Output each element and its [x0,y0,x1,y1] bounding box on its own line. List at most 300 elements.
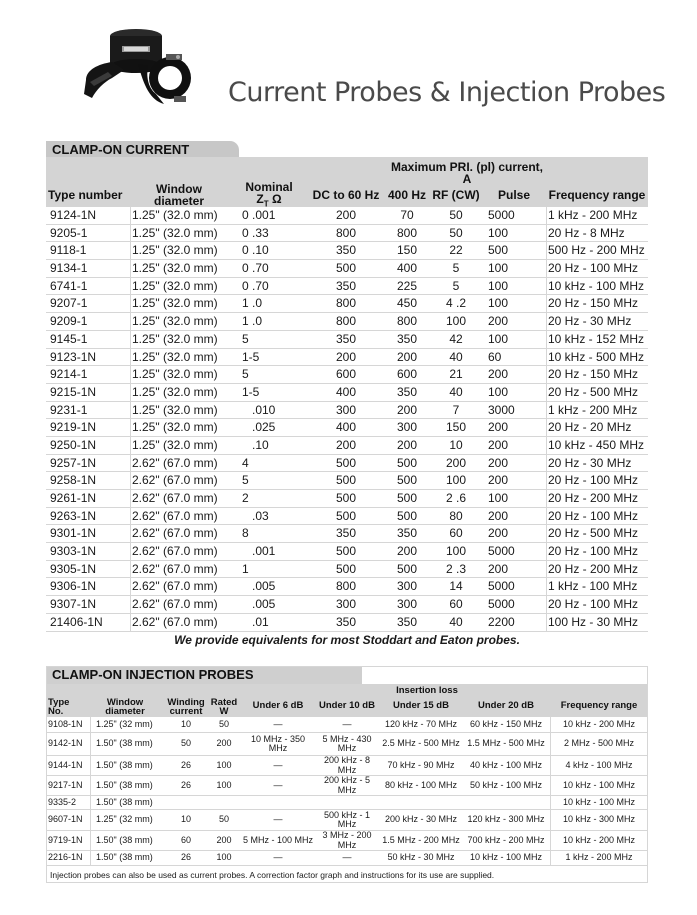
table-row [46,295,648,313]
cell-dc: 350 [335,526,357,541]
table-row [46,207,648,225]
cell-dc: 800 [335,225,357,240]
col-nominal-label: Nominal [245,180,293,194]
cell-freq: 10 kHz - 100 MHz [548,278,645,293]
cell-window: 1.50" (38 mm) [96,759,153,770]
cell-window: 2.62" (67.0 mm) [132,544,218,559]
cell-freq: 100 Hz - 30 MHz [548,614,639,629]
table-row [46,225,648,243]
col-nominal-unit-omega: Ω [271,192,282,206]
cell-freq: 10 kHz - 152 MHz [548,331,645,346]
cell-dc: 200 [335,208,357,222]
insertion-loss-group-header: Insertion loss [396,685,458,696]
column-divider [130,402,131,419]
cell-nominal: 0 .33 [242,225,269,240]
col-under-20db: Under 20 dB [478,700,534,711]
cell-window: 1.25" (32.0 mm) [132,349,218,364]
col-nominal [232,181,306,210]
cell-hz400: 200 [396,544,418,559]
cell-type: 9217-1N [48,779,83,790]
cell-rated: 200 [216,738,232,749]
cell-rf: 2 .6 [445,491,466,505]
cell-rated: 50 [218,718,229,729]
cell-nominal: .03 [252,508,269,523]
cell-pulse: 200 [488,437,509,452]
col-under-15db: Under 15 dB [393,700,449,711]
cell-dc: 500 [335,561,357,576]
table-row [46,756,648,776]
table-row [46,578,648,596]
cell-rf: 100 [445,544,467,559]
cell-freq: 10 kHz - 500 MHz [548,349,645,364]
column-divider [90,796,91,809]
cell-dc: 350 [335,243,357,258]
cell-nominal: 0 .10 [242,243,269,258]
cell-window: 1.25" (32.0 mm) [132,261,218,276]
col-rated-w: Rated W [210,697,238,717]
cell-u6: — [273,759,283,770]
cell-nominal: .010 [252,402,276,417]
cell-winding: 26 [180,759,191,770]
column-divider [546,349,547,366]
cell-dc: 800 [335,314,357,329]
column-divider [546,508,547,525]
cell-dc: 200 [335,437,357,452]
cell-u20: 60 kHz - 150 MHz [469,718,543,729]
cell-type: 2216-1N [48,852,83,863]
cell-dc: 350 [335,331,357,346]
column-divider [130,614,131,631]
cell-type: 9301-1N [50,526,97,541]
cell-u6: 5 MHz - 100 MHz [242,834,313,845]
cell-u15: 50 kHz - 30 MHz [387,852,455,863]
column-divider [546,278,547,295]
col-400hz: 400 Hz [387,188,427,202]
cell-u6 [242,796,314,809]
cell-u10 [314,796,380,809]
cell-dc: 500 [335,455,357,470]
cell-freq: 10 kHz - 100 MHz [562,779,636,790]
cell-nominal: .001 [252,544,276,559]
table-row [46,733,648,756]
column-divider [546,578,547,595]
cell-pulse: 200 [488,561,509,576]
cell-freq: 20 Hz - 150 MHz [548,296,639,311]
column-divider [130,596,131,613]
cell-type: 9124-1N [50,208,97,222]
injection-probes-table-header [46,684,648,717]
cell-type: 9335-2 [48,796,77,807]
cell-u10: 5 MHz - 430 MHz [322,733,372,753]
column-divider [546,366,547,383]
current-probes-table-header [46,157,648,207]
column-divider [546,455,547,472]
table-row [46,349,648,367]
col-rf-cw: RF (CW) [432,188,480,202]
cell-pulse: 200 [488,367,509,382]
cell-dc: 300 [335,597,357,612]
cell-nominal: 5 [242,473,249,488]
cell-hz400: 400 [396,261,418,276]
table-row [46,455,648,473]
cell-type: 9231-1 [50,402,88,417]
cell-hz400: 500 [396,455,418,470]
cell-type: 9118-1 [50,243,87,258]
cell-window: 1.25" (32 mm) [96,814,153,825]
cell-rf: 10 [449,437,463,452]
column-divider [130,278,131,295]
cell-window: 2.62" (67.0 mm) [132,455,218,470]
column-divider [130,366,131,383]
column-divider [546,561,547,578]
cell-hz400: 500 [396,491,418,505]
cell-rated: 100 [216,779,232,790]
cell-hz400: 800 [396,314,418,329]
column-divider [90,776,91,795]
cell-window: 1.25" (32.0 mm) [132,225,218,240]
table-row [46,614,648,632]
cell-type: 9144-1N [48,759,83,770]
column-divider [130,242,131,259]
cell-rf: 80 [449,508,463,523]
column-divider [130,490,131,507]
col-type-no: Type No. [48,697,70,717]
cell-window: 2.62" (67.0 mm) [132,526,218,541]
table-row [46,472,648,490]
cell-nominal: 5 [242,367,249,382]
cell-freq: 2 MHz - 500 MHz [563,738,634,749]
column-divider [130,313,131,330]
column-divider [130,525,131,542]
cell-nominal: 5 [242,331,249,346]
cell-hz400: 350 [396,384,418,399]
column-divider [130,543,131,560]
cell-window: 2.62" (67.0 mm) [132,614,218,629]
cell-u10: 3 MHz - 200 MHz [322,830,372,850]
cell-pulse: 200 [488,455,509,470]
cell-rf: 50 [449,208,463,222]
table-row [46,242,648,260]
cell-type: 9303-1N [50,544,97,559]
cell-type: 9134-1 [50,261,88,276]
table-row [46,831,648,851]
cell-rated: 200 [216,834,232,845]
column-divider [90,831,91,850]
cell-u20: 700 kHz - 200 MHz [467,834,545,845]
cell-u15: 70 kHz - 90 MHz [387,759,455,770]
table-row [46,490,648,508]
cell-rf: 150 [445,420,467,435]
column-divider [90,733,91,755]
col-dc-to-60hz: DC to 60 Hz [312,188,380,202]
table-row [46,366,648,384]
cell-type: 9263-1N [50,508,97,523]
column-divider [130,508,131,525]
cell-freq: 1 kHz - 200 MHz [548,208,638,222]
cell-winding: 26 [180,852,191,863]
cell-winding: 60 [180,834,191,845]
max-current-group-header: Maximum PRI. (pl) current, A [390,160,544,186]
cell-type: 9258-1N [50,473,97,488]
equivalents-note: We provide equivalents for most Stoddart and Eaton probes. [174,633,520,647]
cell-u20: 120 kHz - 300 MHz [467,814,545,825]
cell-hz400: 150 [396,243,418,258]
page-title: Current Probes & Injection Probes [228,77,666,108]
column-divider [130,578,131,595]
cell-type: 9108-1N [48,718,83,729]
cell-window: 2.62" (67.0 mm) [132,508,218,523]
cell-window: 1.25" (32.0 mm) [132,420,218,435]
column-divider [90,851,91,865]
cell-hz400: 300 [396,579,418,594]
cell-hz400: 500 [396,508,418,523]
column-divider [130,207,131,224]
cell-window: 1.25" (32 mm) [96,718,153,729]
cell-dc: 500 [335,491,357,505]
cell-pulse: 500 [488,243,509,258]
cell-pulse: 200 [488,508,509,523]
cell-window: 1.50" (38 mm) [96,796,153,807]
cell-hz400: 225 [396,278,418,293]
cell-nominal: 0 .70 [242,261,269,276]
cell-rated [208,796,240,809]
cell-pulse: 3000 [488,402,515,417]
table-row [46,717,648,733]
cell-u20: 40 kHz - 100 MHz [469,759,543,770]
cell-u10: 200 kHz - 5 MHz [323,775,371,795]
cell-pulse: 2200 [488,614,515,629]
cell-pulse: 200 [488,473,509,488]
cell-type: 9209-1 [50,314,88,329]
table-row [46,508,648,526]
cell-dc: 500 [335,261,357,276]
col-under-6db: Under 6 dB [252,700,304,711]
cell-type: 9219-1N [50,420,97,435]
cell-freq: 10 kHz - 300 MHz [562,814,636,825]
cell-nominal: 1-5 [242,384,260,399]
column-divider [546,225,547,242]
cell-u20: 10 kHz - 100 MHz [469,852,543,863]
cell-dc: 500 [335,508,357,523]
cell-pulse: 5000 [488,208,515,222]
cell-nominal: .005 [252,597,276,612]
column-divider [90,717,91,732]
cell-hz400: 300 [396,420,418,435]
column-divider [546,402,547,419]
cell-dc: 350 [335,614,357,629]
current-probes-section-title: CLAMP-ON CURRENT [46,141,239,158]
cell-freq: 20 Hz - 200 MHz [548,491,639,505]
cell-window: 1.25" (32.0 mm) [132,331,218,346]
cell-nominal: 0 .70 [242,278,269,293]
column-divider [130,455,131,472]
cell-hz400: 200 [396,437,418,452]
cell-type: 9719-1N [48,834,83,845]
cell-dc: 800 [335,296,357,311]
cell-winding [164,796,208,809]
cell-type: 9305-1N [50,561,97,576]
cell-rf: 40 [449,384,463,399]
cell-nominal: 8 [242,526,249,541]
cell-u6: — [273,779,283,790]
cell-freq: 20 Hz - 100 MHz [548,597,639,612]
cell-freq: 10 kHz - 200 MHz [562,718,636,729]
cell-pulse: 200 [488,420,509,435]
cell-hz400: 200 [396,402,418,417]
cell-dc: 500 [335,473,357,488]
cell-u6: — [273,852,283,863]
cell-winding: 26 [180,779,191,790]
cell-window: 1.25" (32.0 mm) [132,296,218,311]
cell-rf: 40 [449,349,463,364]
cell-window: 1.50" (38 mm) [96,738,153,749]
cell-nominal: 2 [242,491,249,505]
column-divider [130,384,131,401]
cell-dc: 500 [335,544,357,559]
cell-u6: — [273,814,283,825]
column-divider [546,419,547,436]
cell-freq: 20 Hz - 150 MHz [548,367,639,382]
table-row [46,331,648,349]
cell-nominal: .10 [252,437,269,452]
table-row [46,278,648,296]
column-divider [130,225,131,242]
cell-type: 21406-1N [50,614,103,629]
table-row [46,402,648,420]
cell-type: 9207-1 [50,296,88,311]
cell-type: 6741-1 [50,278,88,293]
column-divider [90,756,91,775]
cell-freq: 500 Hz - 200 MHz [548,243,645,258]
table-row [46,437,648,455]
cell-rf: 21 [449,367,463,382]
cell-rf: 14 [449,579,463,594]
cell-freq: 1 kHz - 200 MHz [565,852,633,863]
cell-pulse: 5000 [488,544,515,559]
cell-pulse: 200 [488,526,509,541]
cell-nominal: 4 [242,455,249,470]
table-row [46,525,648,543]
cell-dc: 400 [335,420,357,435]
cell-window: 1.25" (32.0 mm) [132,208,218,222]
cell-pulse: 100 [488,278,509,293]
column-divider [130,349,131,366]
cell-freq: 20 Hz - 200 MHz [548,561,639,576]
cell-nominal: 1 .0 [242,296,263,311]
cell-pulse: 100 [488,331,509,346]
cell-pulse: 100 [488,491,509,505]
cell-type: 9205-1 [50,225,88,240]
cell-window: 1.25" (32.0 mm) [132,384,218,399]
cell-dc: 350 [335,278,357,293]
cell-hz400: 300 [396,597,418,612]
cell-rf: 42 [449,331,463,346]
cell-nominal: .01 [252,614,269,629]
cell-nominal: .005 [252,579,276,594]
col-window-diameter: Window diameter [105,697,145,717]
cell-window: 1.25" (32.0 mm) [132,367,218,382]
col-under-10db: Under 10 dB [319,700,375,711]
table-row [46,561,648,579]
cell-type: 9306-1N [50,579,97,594]
cell-hz400: 500 [396,473,418,488]
cell-u10: 500 kHz - 1 MHz [323,809,371,829]
cell-hz400: 800 [396,225,418,240]
cell-nominal: 1 .0 [242,314,263,329]
cell-rated: 100 [216,759,232,770]
cell-type: 9307-1N [50,597,97,612]
cell-u15: 2.5 MHz - 500 MHz [382,738,460,749]
table-row [46,384,648,402]
table-row [46,596,648,614]
column-divider [546,313,547,330]
cell-pulse: 100 [488,225,509,240]
column-divider [546,207,547,224]
cell-freq: 10 kHz - 200 MHz [562,834,636,845]
cell-u15 [380,796,462,809]
cell-window: 1.25" (32.0 mm) [132,243,218,258]
cell-pulse: 5000 [488,597,515,612]
cell-rf: 60 [449,526,463,541]
column-divider [130,260,131,277]
table-row [46,260,648,278]
cell-window: 2.62" (67.0 mm) [132,579,218,594]
col-window-diameter: Window diameter [153,182,205,208]
column-divider [546,295,547,312]
table-row [46,543,648,561]
table-row [46,776,648,796]
cell-u15: 120 kHz - 70 MHz [384,718,458,729]
cell-dc: 800 [335,579,357,594]
cell-u20: 50 kHz - 100 MHz [469,779,543,790]
col-frequency-range: Frequency range [548,188,646,202]
table-row [46,851,648,866]
cell-rated: 100 [216,852,232,863]
cell-u15: 80 kHz - 100 MHz [384,779,458,790]
cell-rf: 2 .3 [445,561,466,576]
cell-freq: 20 Hz - 100 MHz [548,544,639,559]
col-nominal-unit-z: Z [256,192,264,206]
cell-freq: 20 Hz - 30 MHz [548,314,632,329]
column-divider [546,384,547,401]
cell-winding: 10 [180,814,191,825]
column-divider [130,437,131,454]
current-probes-table-body [46,207,648,632]
cell-u15: 1.5 MHz - 200 MHz [382,834,460,845]
cell-winding: 10 [180,718,191,729]
col-type-number: Type number [48,188,123,202]
cell-u10: 200 kHz - 8 MHz [323,755,371,775]
cell-nominal: .025 [252,420,276,435]
cell-freq: 20 Hz - 30 MHz [548,455,632,470]
cell-type: 9607-1N [48,814,83,825]
table-row [46,419,648,437]
cell-nominal: 1-5 [242,349,260,364]
column-divider [130,331,131,348]
column-divider [546,596,547,613]
cell-type: 9215-1N [50,384,97,399]
cell-u10: — [342,852,352,863]
column-divider [130,419,131,436]
cell-type: 9261-1N [50,491,97,505]
cell-window: 1.25" (32.0 mm) [132,278,218,293]
cell-type: 9250-1N [50,437,97,452]
cell-rf: 100 [445,314,467,329]
cell-nominal: 0 .001 [242,208,276,222]
clamp-probe-icon [78,20,193,106]
cell-u15: 200 kHz - 30 MHz [384,814,458,825]
cell-rf: 40 [449,614,463,629]
